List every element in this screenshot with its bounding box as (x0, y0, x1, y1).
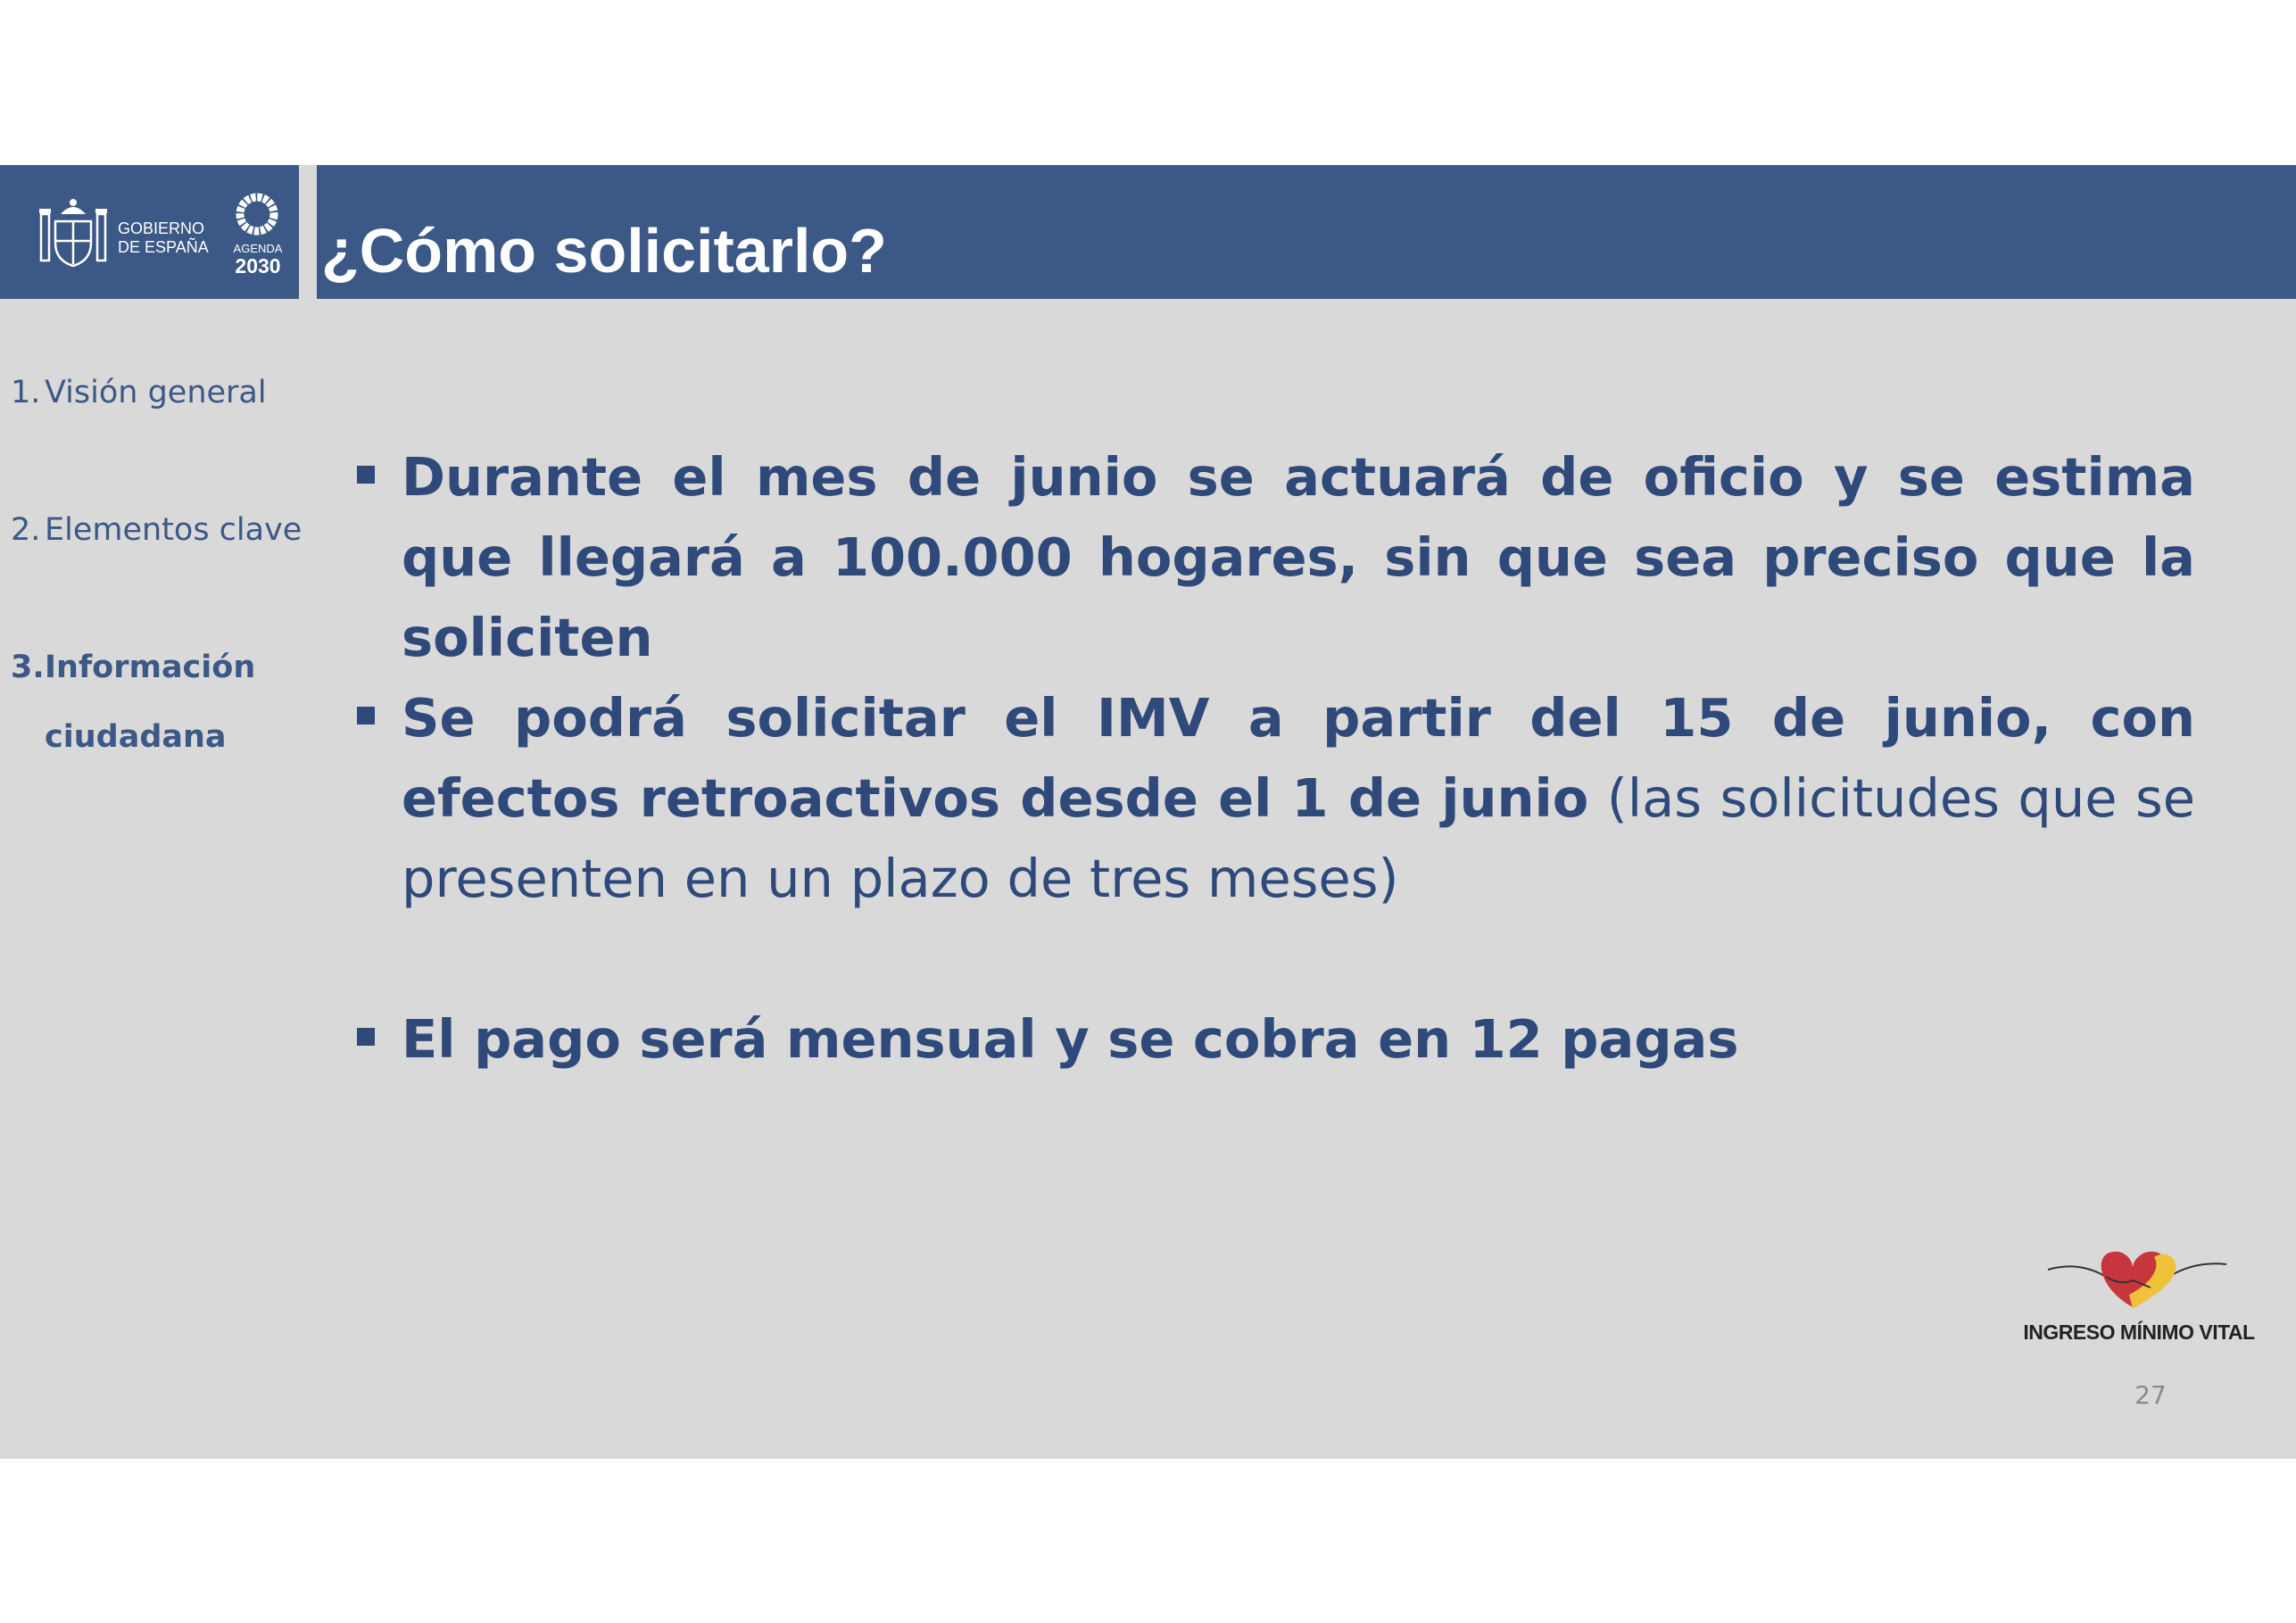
bullet-normal-text: (las solicitudes que se presenten en un plazo de tres meses) (402, 767, 2196, 909)
agenda-label: AGENDA (233, 242, 283, 255)
gov-line-2: DE ESPAÑA (118, 238, 209, 256)
agenda-2030-ring-icon (234, 191, 280, 237)
bullet-item (357, 678, 2195, 919)
nav-item-label-continued: ciudadana (45, 719, 227, 755)
bullet-text (402, 678, 2195, 919)
bullet-bold-text: El pago será mensual y se cobra en 12 pagas (402, 1008, 1739, 1070)
bullet-bold-text: Se podrá solicitar el IMV a partir del 15 de junio, con efectos retroactivos desde el 1 de junio (402, 687, 2195, 829)
coat-of-arms-icon (34, 195, 112, 273)
nav-item-number: 1. (11, 375, 41, 410)
page-number: 27 (2134, 1380, 2167, 1410)
nav-item-number: 2. (11, 512, 41, 548)
nav-item-elementos-clave[interactable] (11, 505, 302, 555)
bullet-item (357, 999, 2195, 1080)
nav-item-label: Información (45, 650, 256, 685)
nav-item-vision-general[interactable] (11, 368, 267, 418)
government-name (118, 219, 209, 257)
nav-item-label: Elementos clave (45, 512, 303, 548)
nav-item-label: Visión general (45, 375, 267, 410)
nav-item-number: 3. (11, 650, 45, 685)
imv-logo-text: INGRESO MÍNIMO VITAL (2023, 1321, 2255, 1344)
bullet-square-icon (357, 466, 375, 484)
bullet-text (402, 437, 2195, 678)
page-title: ¿Cómo solicitarlo? (321, 216, 887, 286)
gov-line-1: GOBIERNO (118, 219, 205, 237)
nav-item-informacion-ciudadana[interactable] (11, 642, 255, 762)
bullet-item (357, 437, 2195, 678)
bullet-text (402, 999, 2195, 1080)
bullet-square-icon (357, 1028, 375, 1046)
bullet-bold-text: Durante el mes de junio se actuará de oficio y se estima que llegará a 100.000 hogares, sin que sea preciso que la soliciten (402, 446, 2195, 668)
agenda-year: 2030 (235, 254, 281, 277)
bullet-square-icon (357, 707, 375, 725)
